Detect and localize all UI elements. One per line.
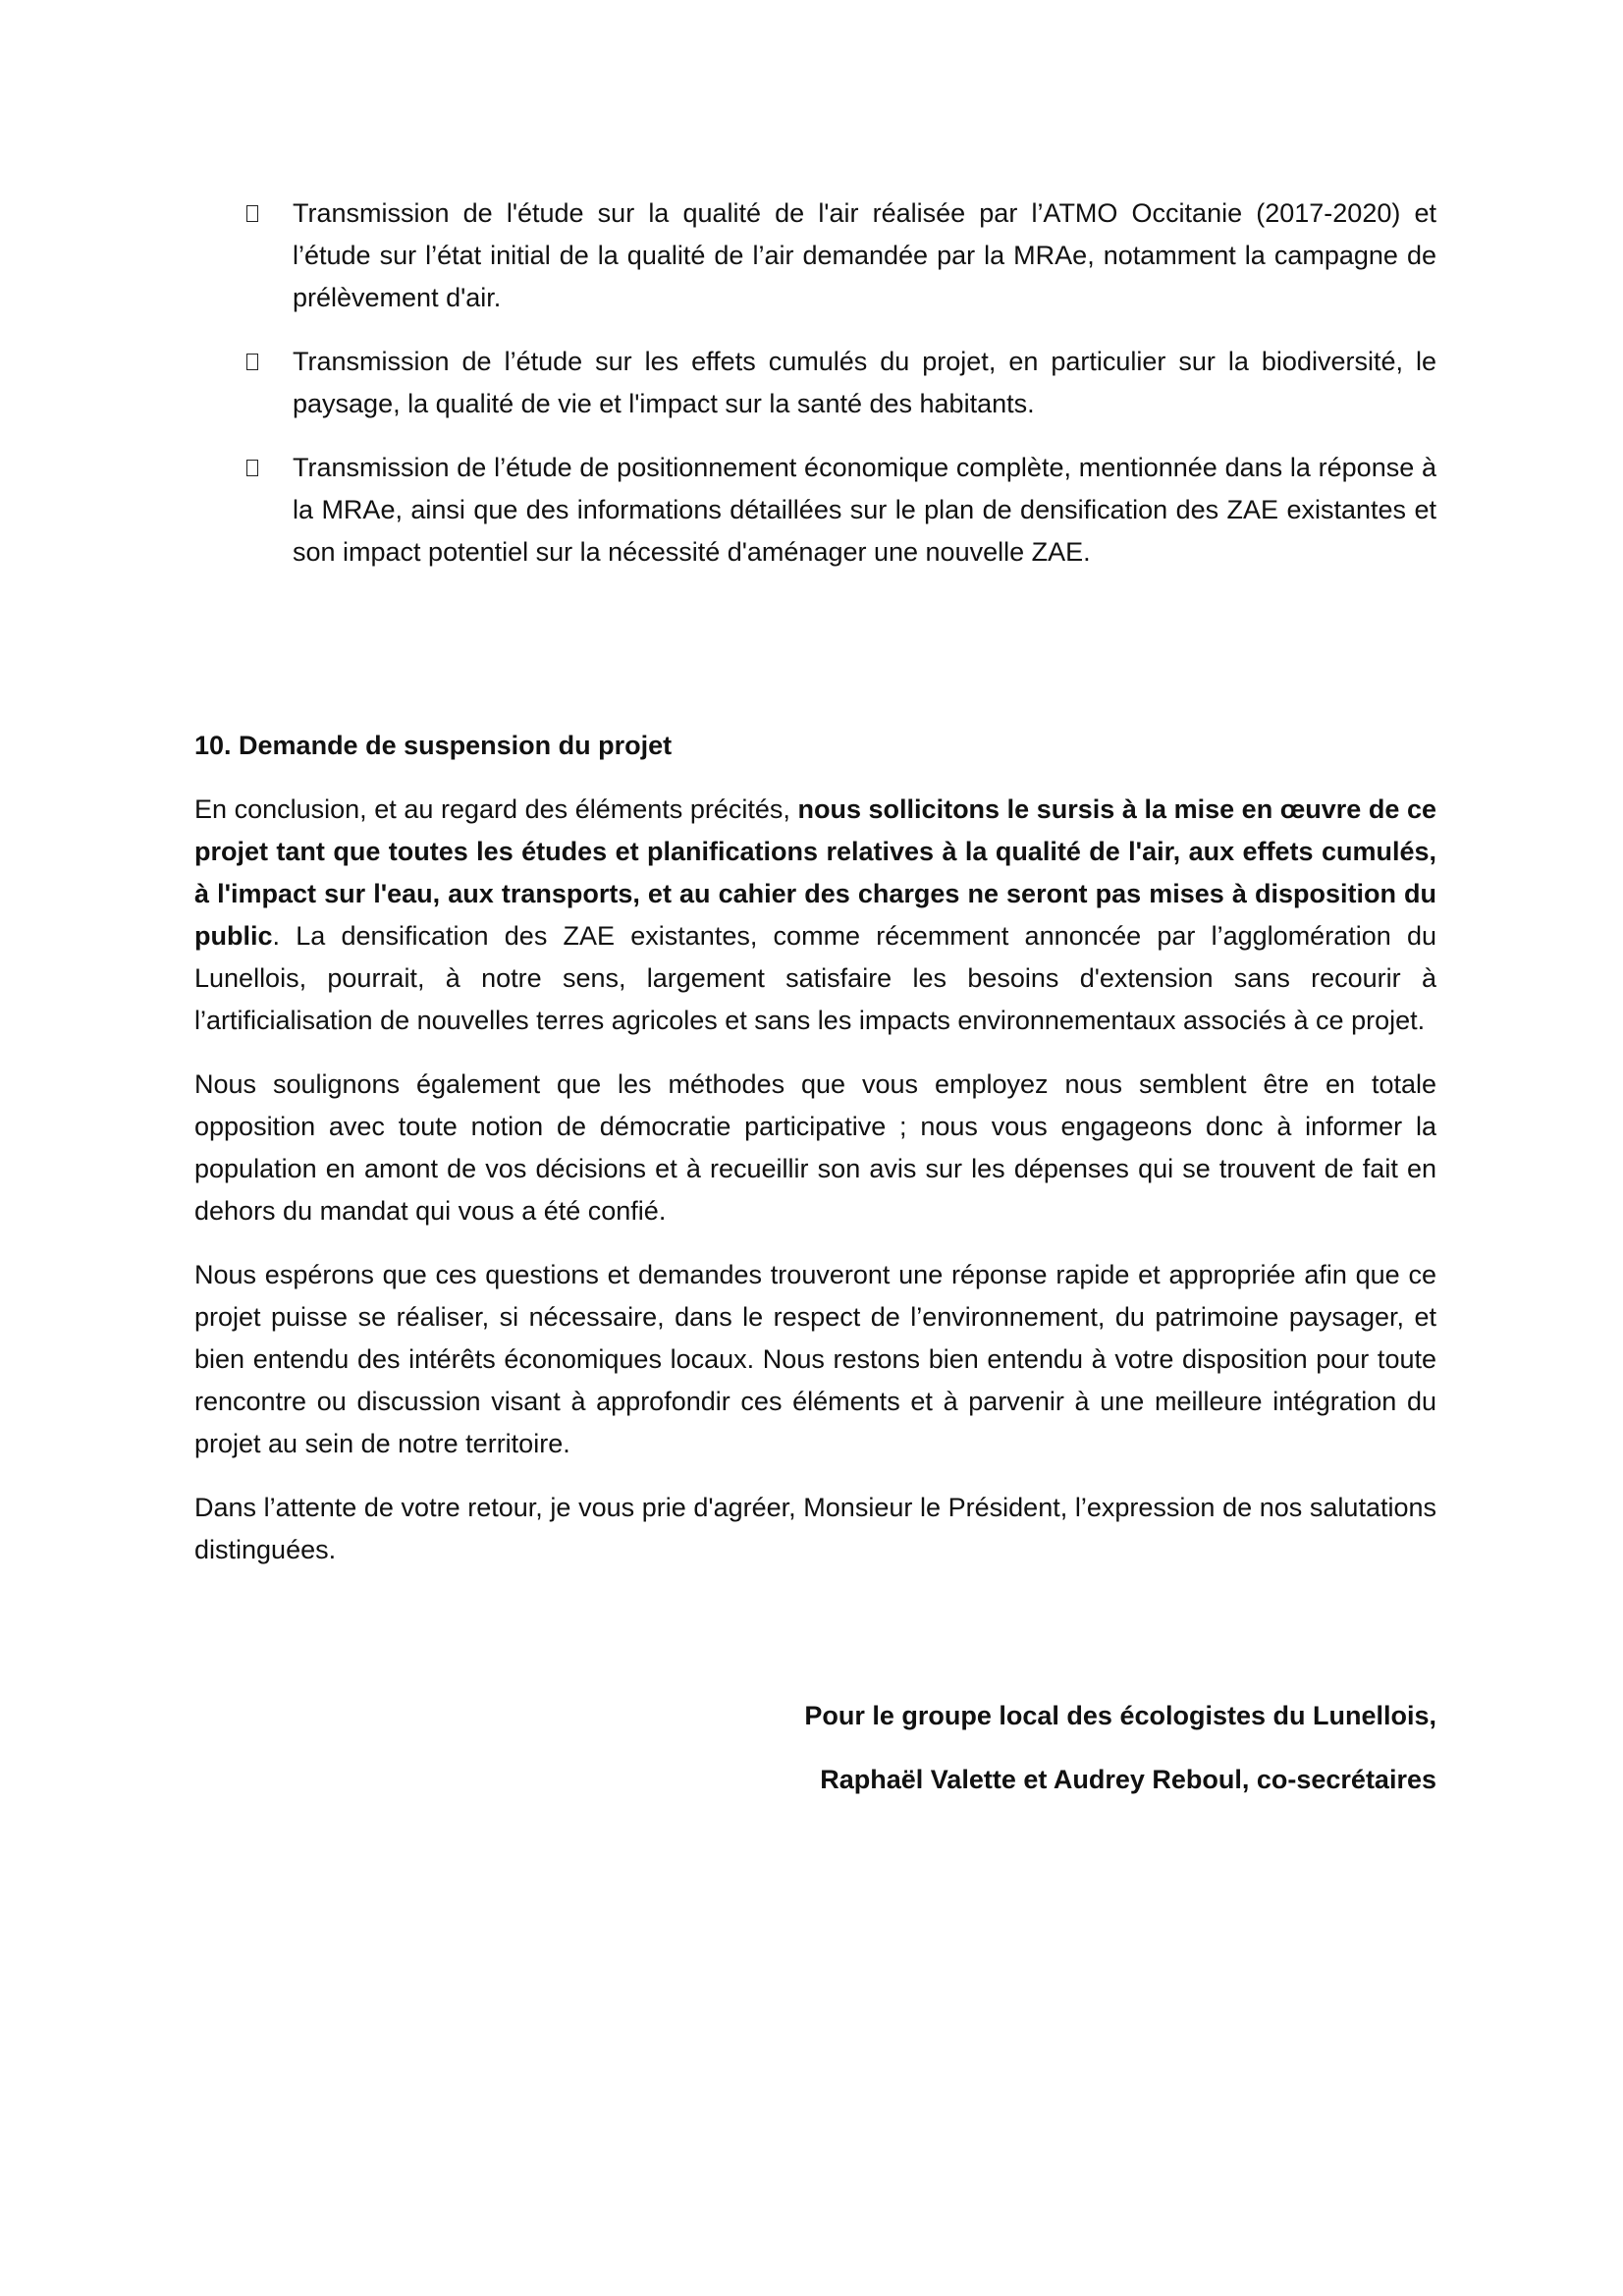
section-heading: 10. Demande de suspension du projet [194,731,673,760]
request-list [246,192,1436,595]
conclusion-intro: En conclusion, et au regard des éléments précités, [194,794,798,824]
hope-paragraph: Nous espérons que ces questions et demandes trouveront une réponse rapide et appropriée afin que ce projet puisse se réaliser, si nécessaire, dans le respect de l’environnement, du patrimoine paysager, et bien entendu des intérêts économiques locaux. Nous restons bien entendu à votre disposition pour toute rencontre ou discussion visant à approfondir ces éléments et à parvenir à une meilleure intégration du projet au sein de notre territoire. [194,1260,1436,1458]
missing-glyph-box-icon [246,205,258,222]
conclusion-paragraph [194,789,1436,1042]
list-item-text: Transmission de l'étude sur la qualité de l'air réalisée par l’ATMO Occitanie (2017-2020) et l’étude sur l’état initial de la qualité de l’air demandée par la MRAe, notamment la campagne de prélèvement d'air. [293,198,1436,312]
main-body [194,725,1436,1593]
missing-glyph-box-icon [246,354,258,370]
signature-names: Raphaël Valette et Audrey Reboul, co-secrétaires [820,1765,1436,1794]
list-item-text: Transmission de l’étude sur les effets cumulés du projet, en particulier sur la biodiversité, le paysage, la qualité de vie et l'impact sur la santé des habitants. [293,347,1436,418]
democracy-paragraph: Nous soulignons également que les méthodes que vous employez nous semblent être en totale opposition avec toute notion de démocratie participative ; nous vous engageons donc à informer la population en amont de vos décisions et à recueillir son avis sur les dépenses qui se trouvent de fait en dehors du mandat qui vous a été confié. [194,1069,1436,1226]
conclusion-rest: . La densification des ZAE existantes, comme récemment annoncée par l’agglomération du Lunellois, pourrait, à notre sens, largement satisfaire les besoins d'extension sans recourir à l’artificialisation de nouvelles terres agricoles et sans les impacts environnementaux associés à ce projet. [194,921,1436,1035]
list-item [246,341,1436,425]
list-item-text: Transmission de l’étude de positionnement économique complète, mentionnée dans la réponse à la MRAe, ainsi que des informations détaillées sur le plan de densification des ZAE existantes et son impact potentiel sur la nécessité d'aménager une nouvelle ZAE. [293,453,1436,567]
closing-paragraph: Dans l’attente de votre retour, je vous prie d'agréer, Monsieur le Président, l’expression de nos salutations distinguées. [194,1493,1436,1564]
list-item [246,447,1436,574]
conclusion-emphasis: nous sollicitons le sursis à la mise en œuvre de ce projet tant que toutes les études et planifications relatives à la qualité de l'air, aux effets cumulés, à l'impact sur l'eau, aux transports, et au cahier des charges ne seront pas mises à disposition du public [194,794,1436,951]
list-item [246,192,1436,319]
missing-glyph-box-icon [246,460,258,476]
signature-block [194,1695,1436,1823]
signature-group: Pour le groupe local des écologistes du Lunellois, [804,1701,1436,1730]
